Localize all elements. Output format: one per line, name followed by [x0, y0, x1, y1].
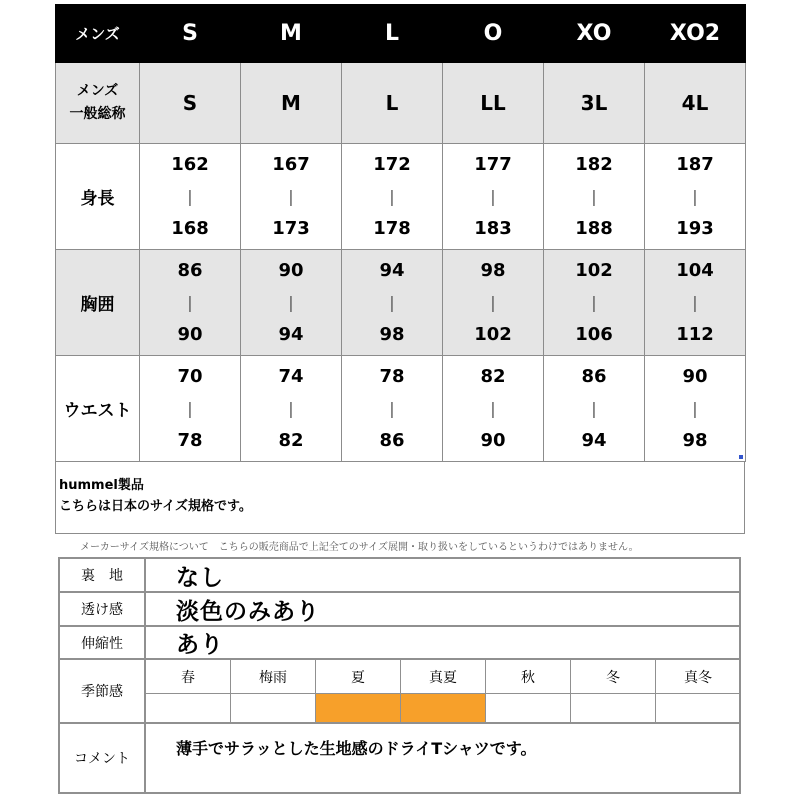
range-max: 86 [379, 429, 405, 451]
range-separator: | [288, 186, 294, 206]
measurement-label: ウエスト [56, 356, 140, 462]
measurement-range [544, 361, 644, 457]
feature-row-sheer [60, 593, 739, 627]
season-indicator-autumn [486, 694, 571, 722]
general-size-row [56, 63, 746, 144]
measurement-cell [241, 250, 342, 356]
general-size-label [56, 63, 140, 144]
range-min: 177 [474, 153, 512, 175]
range-max: 106 [575, 323, 613, 345]
size-header-cell: O [443, 5, 544, 63]
cell-resize-handle [739, 455, 743, 459]
range-min: 94 [379, 259, 405, 281]
range-max: 168 [171, 217, 209, 239]
range-max: 102 [474, 323, 512, 345]
measurement-cell [241, 144, 342, 250]
range-separator: | [692, 186, 698, 206]
measurement-range [140, 255, 240, 351]
range-max: 178 [373, 217, 411, 239]
measurement-range [241, 149, 341, 245]
range-min: 187 [676, 153, 714, 175]
range-min: 74 [278, 365, 304, 387]
range-min: 82 [480, 365, 506, 387]
measurement-range [342, 149, 442, 245]
range-separator: | [490, 292, 496, 312]
size-header-cell: XO2 [645, 5, 746, 63]
feature-row-season [60, 660, 739, 724]
season-indicator-winter [571, 694, 656, 722]
range-max: 173 [272, 217, 310, 239]
lining-label: 裏 地 [60, 559, 146, 591]
range-separator: | [591, 292, 597, 312]
measurement-cell [544, 356, 645, 462]
range-max: 193 [676, 217, 714, 239]
range-min: 162 [171, 153, 209, 175]
range-separator: | [692, 398, 698, 418]
range-min: 182 [575, 153, 613, 175]
measurement-cell [645, 144, 746, 250]
size-header-cell: S [140, 5, 241, 63]
comment-text: 薄手でサラッとした生地感のドライTシャツです。 [176, 739, 537, 758]
range-max: 94 [278, 323, 304, 345]
range-min: 70 [177, 365, 203, 387]
range-separator: | [591, 186, 597, 206]
range-separator: | [591, 398, 597, 418]
measurement-range [241, 361, 341, 457]
measurement-cell [544, 144, 645, 250]
size-header-cell: M [241, 5, 342, 63]
measurement-cell [645, 250, 746, 356]
measurement-range [140, 361, 240, 457]
measurement-range [544, 255, 644, 351]
measurement-label: 身長 [56, 144, 140, 250]
measurement-range [544, 149, 644, 245]
comment-label: コメント [60, 724, 146, 792]
lining-value: なし [176, 564, 224, 591]
size-standard-note: こちらは日本のサイズ規格です。 [59, 499, 252, 514]
measurement-label: 胸囲 [56, 250, 140, 356]
size-table [55, 4, 746, 462]
measurement-cell [342, 250, 443, 356]
stretch-value: あり [176, 632, 224, 658]
season-name-midwinter: 真冬 [656, 660, 741, 694]
general-size-cell: S [140, 63, 241, 144]
range-min: 78 [379, 365, 405, 387]
range-separator: | [389, 292, 395, 312]
season-name-spring: 春 [146, 660, 231, 694]
general-size-cell: 3L [544, 63, 645, 144]
season-grid [146, 660, 739, 722]
measurement-cell [140, 356, 241, 462]
measurement-cell [140, 144, 241, 250]
measurement-range [241, 255, 341, 351]
measurement-range [443, 149, 543, 245]
range-max: 98 [379, 323, 405, 345]
general-size-cell: L [342, 63, 443, 144]
stretch-label: 伸縮性 [60, 627, 146, 658]
measurement-range [342, 255, 442, 351]
size-note-box [55, 461, 745, 534]
range-separator: | [389, 186, 395, 206]
general-size-cell: 4L [645, 63, 746, 144]
measurement-cell [443, 250, 544, 356]
range-separator: | [490, 398, 496, 418]
measurement-cell [443, 144, 544, 250]
range-max: 90 [177, 323, 203, 345]
measurement-cell [140, 250, 241, 356]
season-indicator-midwinter [656, 694, 741, 722]
size-header-cell: XO [544, 5, 645, 63]
measurement-row-chest [56, 250, 746, 356]
range-min: 102 [575, 259, 613, 281]
measurement-range [443, 361, 543, 457]
size-disclaimer: メーカーサイズ規格について こちらの販売商品で上記全てのサイズ展開・取り扱いをしているというわけではありません。 [80, 542, 639, 553]
general-size-cell: M [241, 63, 342, 144]
size-header-label: メンズ [56, 5, 140, 63]
range-max: 98 [682, 429, 708, 451]
measurement-cell [342, 144, 443, 250]
measurement-cell [241, 356, 342, 462]
range-max: 188 [575, 217, 613, 239]
range-max: 94 [581, 429, 607, 451]
range-min: 104 [676, 259, 714, 281]
measurement-cell [443, 356, 544, 462]
season-name-winter: 冬 [571, 660, 656, 694]
season-name-rainy-season: 梅雨 [231, 660, 316, 694]
measurement-row-waist [56, 356, 746, 462]
general-size-label-line1: メンズ [76, 83, 119, 99]
range-separator: | [490, 186, 496, 206]
general-size-cell: LL [443, 63, 544, 144]
brand-note: hummel製品 [59, 478, 144, 493]
feature-row-lining [60, 559, 739, 593]
range-min: 167 [272, 153, 310, 175]
range-min: 90 [682, 365, 708, 387]
fabric-feature-table [58, 557, 741, 794]
range-max: 82 [278, 429, 304, 451]
feature-row-comment [60, 724, 739, 792]
measurement-range [645, 361, 745, 457]
season-indicator-spring [146, 694, 231, 722]
range-max: 78 [177, 429, 203, 451]
measurement-row-height [56, 144, 746, 250]
season-name-summer: 夏 [316, 660, 401, 694]
season-label: 季節感 [60, 660, 146, 722]
range-min: 98 [480, 259, 506, 281]
measurement-cell [645, 356, 746, 462]
general-size-label-line2: 一般総称 [69, 106, 126, 122]
season-indicator-midsummer [401, 694, 486, 722]
measurement-range [140, 149, 240, 245]
range-min: 86 [177, 259, 203, 281]
measurement-range [443, 255, 543, 351]
range-separator: | [187, 292, 193, 312]
season-name-midsummer: 真夏 [401, 660, 486, 694]
range-max: 183 [474, 217, 512, 239]
size-header-cell: L [342, 5, 443, 63]
range-max: 112 [676, 323, 714, 345]
measurement-range [645, 255, 745, 351]
range-separator: | [187, 398, 193, 418]
sheer-label: 透け感 [60, 593, 146, 625]
range-min: 90 [278, 259, 304, 281]
range-min: 86 [581, 365, 607, 387]
season-indicator-summer [316, 694, 401, 722]
measurement-cell [342, 356, 443, 462]
size-header-row [56, 5, 746, 63]
range-separator: | [187, 186, 193, 206]
range-separator: | [288, 292, 294, 312]
range-separator: | [692, 292, 698, 312]
feature-row-stretch [60, 627, 739, 660]
measurement-range [645, 149, 745, 245]
range-separator: | [288, 398, 294, 418]
measurement-range [342, 361, 442, 457]
range-max: 90 [480, 429, 506, 451]
range-min: 172 [373, 153, 411, 175]
sheer-value: 淡色のみあり [176, 598, 320, 625]
range-separator: | [389, 398, 395, 418]
season-name-autumn: 秋 [486, 660, 571, 694]
measurement-cell [544, 250, 645, 356]
season-indicator-rainy-season [231, 694, 316, 722]
